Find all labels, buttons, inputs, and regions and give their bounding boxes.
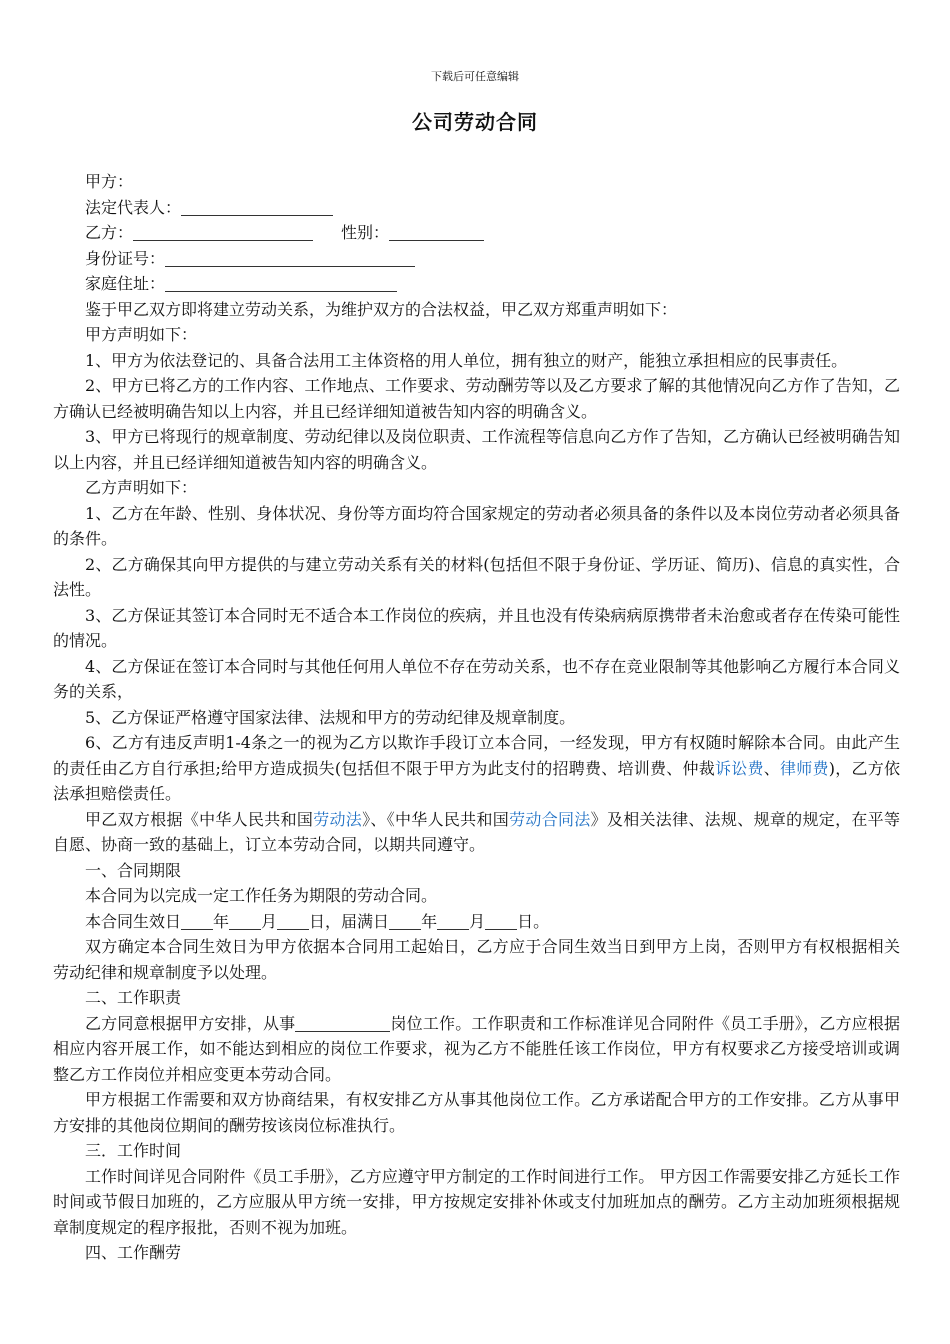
effective-date-line: 本合同生效日 年 月 日，届满日 年 月 日。 — [85, 911, 550, 931]
party-b-field: 乙方： 性别： — [85, 220, 900, 246]
section-1-para-1: 本合同为以完成一定工作任务为期限的劳动合同。 — [85, 886, 438, 905]
end-day-blank[interactable] — [485, 913, 517, 930]
section-1-heading: 一、合同期限 — [85, 860, 182, 880]
party-a-field: 甲方： — [85, 172, 134, 191]
section-2-para-1: 乙方同意根据甲方安排，从事 岗位工作。工作职责和工作标准详见合同附件《员工手册》，乙方应根据相应内容开展工作，如不能达到相应的岗位工作要求，视为乙方不能胜任该工作岗位，甲方有权要求乙方接受培训或调整乙方工作岗位并相应变更本劳动合同。 — [53, 1013, 900, 1084]
id-number-field: 身份证号： — [85, 246, 900, 272]
litigation-fee-link[interactable]: 诉讼费 — [715, 758, 764, 778]
party-b-clause-1: 1、乙方在年龄、性别、身体状况、身份等方面均符合国家规定的劳动者必须具备的条件以及本岗位劳动者必须具备的条件。 — [53, 503, 900, 548]
gender-label: 性别： — [341, 223, 390, 242]
end-year-blank[interactable] — [389, 913, 421, 930]
start-month-blank[interactable] — [229, 913, 261, 930]
section-4-heading: 四、工作酬劳 — [85, 1243, 182, 1262]
section-2-para-2: 甲方根据工作需要和双方协商结果，有权安排乙方从事其他岗位工作。乙方承诺配合甲方的工作安排。乙方从事甲方安排的其他岗位期间的酬劳按该岗位标准执行。 — [53, 1090, 900, 1135]
document-title: 公司劳动合同 — [412, 110, 538, 134]
section-1-para-3: 双方确定本合同生效日为甲方依据本合同用工起始日，乙方应于合同生效当日到甲方上岗，否则甲方有权根据相关劳动纪律和规章制度予以处理。 — [53, 937, 900, 982]
party-b-clause-6: 6、乙方有违反声明1-4条之一的视为乙方以欺诈手段订立本合同，一经发现，甲方有权随时解除本合同。由此产生的责任由乙方自行承担;给甲方造成损失(包括但不限于甲方为此支付的招聘费、培训费、仲裁诉讼费、律师费)，乙方依法承担赔偿责任。 — [53, 733, 900, 803]
party-a-heading: 甲方声明如下： — [85, 325, 198, 344]
labor-contract-law-link[interactable]: 劳动合同法 — [509, 809, 591, 829]
intro-paragraph: 鉴于甲乙双方即将建立劳动关系，为维护双方的合法权益，甲乙双方郑重声明如下： — [85, 299, 678, 319]
legal-rep-field: 法定代表人： — [85, 195, 900, 221]
lawyer-fee-link[interactable]: 律师费 — [780, 758, 829, 778]
end-month-blank[interactable] — [437, 913, 469, 930]
legal-basis-paragraph: 甲乙双方根据《中华人民共和国劳动法》、《中华人民共和国劳动合同法》及相关法律、法规、规章的规定，在平等自愿、协商一致的基础上，订立本劳动合同，以期共同遵守。 — [53, 809, 900, 854]
party-b-heading: 乙方声明如下： — [85, 478, 198, 497]
labor-law-link[interactable]: 劳动法 — [313, 809, 363, 829]
party-b-clause-5: 5、乙方保证严格遵守国家法律、法规和甲方的劳动纪律及规章制度。 — [85, 707, 576, 727]
section-2-heading: 二、工作职责 — [85, 988, 182, 1007]
party-b-clause-2: 2、乙方确保其向甲方提供的与建立劳动关系有关的材料(包括但不限于身份证、学历证、简历)、信息的真实性，合法性。 — [53, 554, 900, 599]
gender-blank[interactable] — [389, 224, 484, 241]
legal-rep-blank[interactable] — [181, 199, 333, 216]
party-a-clause-3: 3、甲方已将现行的规章制度、劳动纪律以及岗位职责、工作流程等信息向乙方作了告知，乙方确认已经被明确告知以上内容，并且已经详细知道被告知内容的明确含义。 — [53, 427, 900, 472]
section-3-para-1: 工作时间详见合同附件《员工手册》，乙方应遵守甲方制定的工作时间进行工作。 甲方因工作需要安排乙方延长工作时间或节假日加班的，乙方应服从甲方统一安排，甲方按规定安排补休或支付加班加点的酬劳。乙方主动加班须根据规章制度规定的程序报批，否则不视为加班。 — [53, 1166, 900, 1237]
id-number-blank[interactable] — [165, 250, 415, 267]
position-blank[interactable] — [295, 1015, 390, 1032]
contract-body — [53, 169, 900, 1266]
header-note: 下载后可任意编辑 — [431, 70, 519, 83]
section-3-heading: 三．工作时间 — [85, 1141, 182, 1160]
party-b-blank[interactable] — [133, 224, 313, 241]
party-a-clause-1: 1、甲方为依法登记的、具备合法用工主体资格的用人单位，拥有独立的财产，能独立承担相应的民事责任。 — [85, 350, 848, 370]
start-day-blank[interactable] — [277, 913, 309, 930]
party-b-clause-3: 3、乙方保证其签订本合同时无不适合本工作岗位的疾病，并且也没有传染病病原携带者未治愈或者存在传染可能性的情况。 — [53, 605, 900, 650]
address-blank[interactable] — [165, 275, 397, 292]
address-field: 家庭住址： — [85, 271, 900, 297]
start-year-blank[interactable] — [181, 913, 213, 930]
party-a-clause-2: 2、甲方已将乙方的工作内容、工作地点、工作要求、劳动酬劳等以及乙方要求了解的其他情况向乙方作了告知，乙方确认已经被明确告知以上内容，并且已经详细知道被告知内容的明确含义。 — [53, 376, 900, 421]
party-b-clause-4: 4、乙方保证在签订本合同时与其他任何用人单位不存在劳动关系，也不存在竞业限制等其他影响乙方履行本合同义务的关系， — [53, 656, 900, 701]
